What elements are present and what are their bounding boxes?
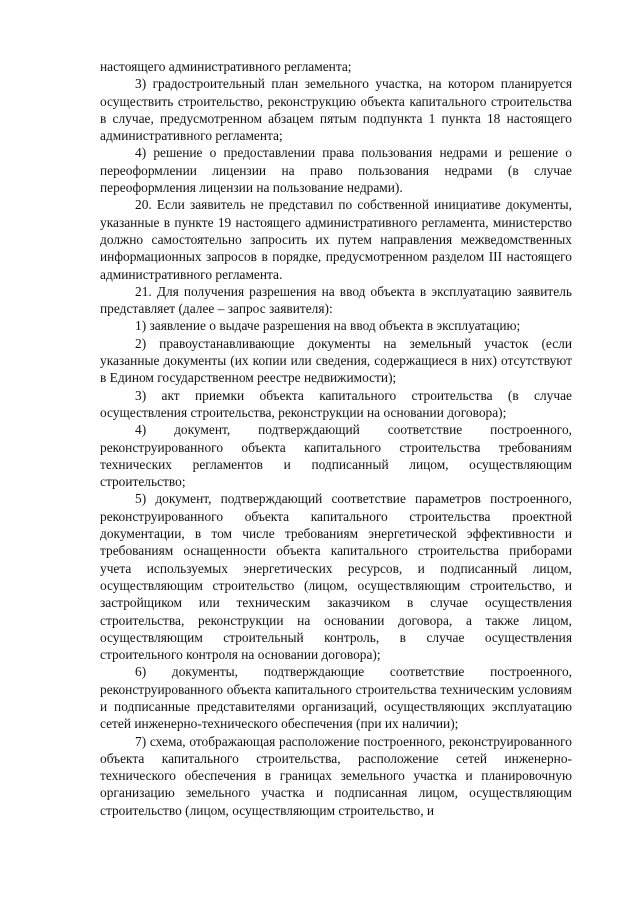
list-item-4-compliance-document: 4) документ, подтверждающий соответствие построенного, реконструированного объекта капитального строительства требованиям технических регламентов и подписанный лицом, осуществляющим строительство; (100, 422, 572, 490)
list-item-4-subsoil: 4) решение о предоставлении права пользования недрами и решение о переоформлении лицензии на право пользования недрами (в случае переоформления лицензии на пользование недрами). (100, 145, 572, 196)
list-item-7-layout-scheme: 7) схема, отображающая расположение построенного, реконструированного объекта капитального строительства, расположение сетей инженерно-технического обеспечения в границах земельного участка и планировочную организацию земельного участка и подписанная лицом, осуществляющим строительство (лицом, осуществляющим строительство, и (100, 733, 572, 818)
document-page (100, 58, 572, 819)
list-item-3-acceptance-act: 3) акт приемки объекта капитального строительства (в случае осуществления строительства, реконструкции на основании договора); (100, 387, 572, 420)
list-item-3-gradplan: 3) градостроительный план земельного участка, на котором планируется осуществить строительство, реконструкцию объекта капитального строительства в случае, предусмотренном абзацем пятым подпункта 1 пункта 18 настоящего административного регламента; (100, 76, 572, 144)
list-item-5-parameters-document: 5) документ, подтверждающий соответствие параметров построенного, реконструированного объекта капитального строительства проектной документации, в том числе требованиям энергетической эффективности и требованиям оснащенности объекта капитального строительства приборами учета используемых энергетических ресурсов, и подписанный лицом, осуществляющим строительство (лицом, осуществляющим строительство, и застройщиком или техническим заказчиком в случае осуществления строительства, реконструкции на основании договора, а также лицом, осуществляющим строительный контроль, в случае осуществления строительного контроля на основании договора); (100, 491, 572, 663)
clause-20: 20. Если заявитель не представил по собственной инициативе документы, указанные в пункте 19 настоящего административного регламента, министерство должно самостоятельно запросить их путем направления межведомственных информационных запросов в порядке, предусмотренном разделом III настоящего административного регламента. (100, 197, 572, 282)
paragraph-continuation: настоящего административного регламента; (100, 59, 352, 74)
clause-21: 21. Для получения разрешения на ввод объекта в эксплуатацию заявитель представляет (далее – запрос заявителя): (100, 283, 572, 317)
list-item-6-technical-conditions: 6) документы, подтверждающие соответствие построенного, реконструированного объекта капитального строительства техническим условиям и подписанные представителями организаций, осуществляющих эксплуатацию сетей инженерно-технического обеспечения (при их наличии); (100, 664, 572, 732)
list-item-1-application: 1) заявление о выдаче разрешения на ввод объекта в эксплуатацию; (135, 318, 521, 334)
list-item-2-title-documents: 2) правоустанавливающие документы на земельный участок (если указанные документы (их копии или сведения, содержащиеся в них) отсутствуют в Едином государственном реестре недвижимости); (100, 335, 572, 386)
